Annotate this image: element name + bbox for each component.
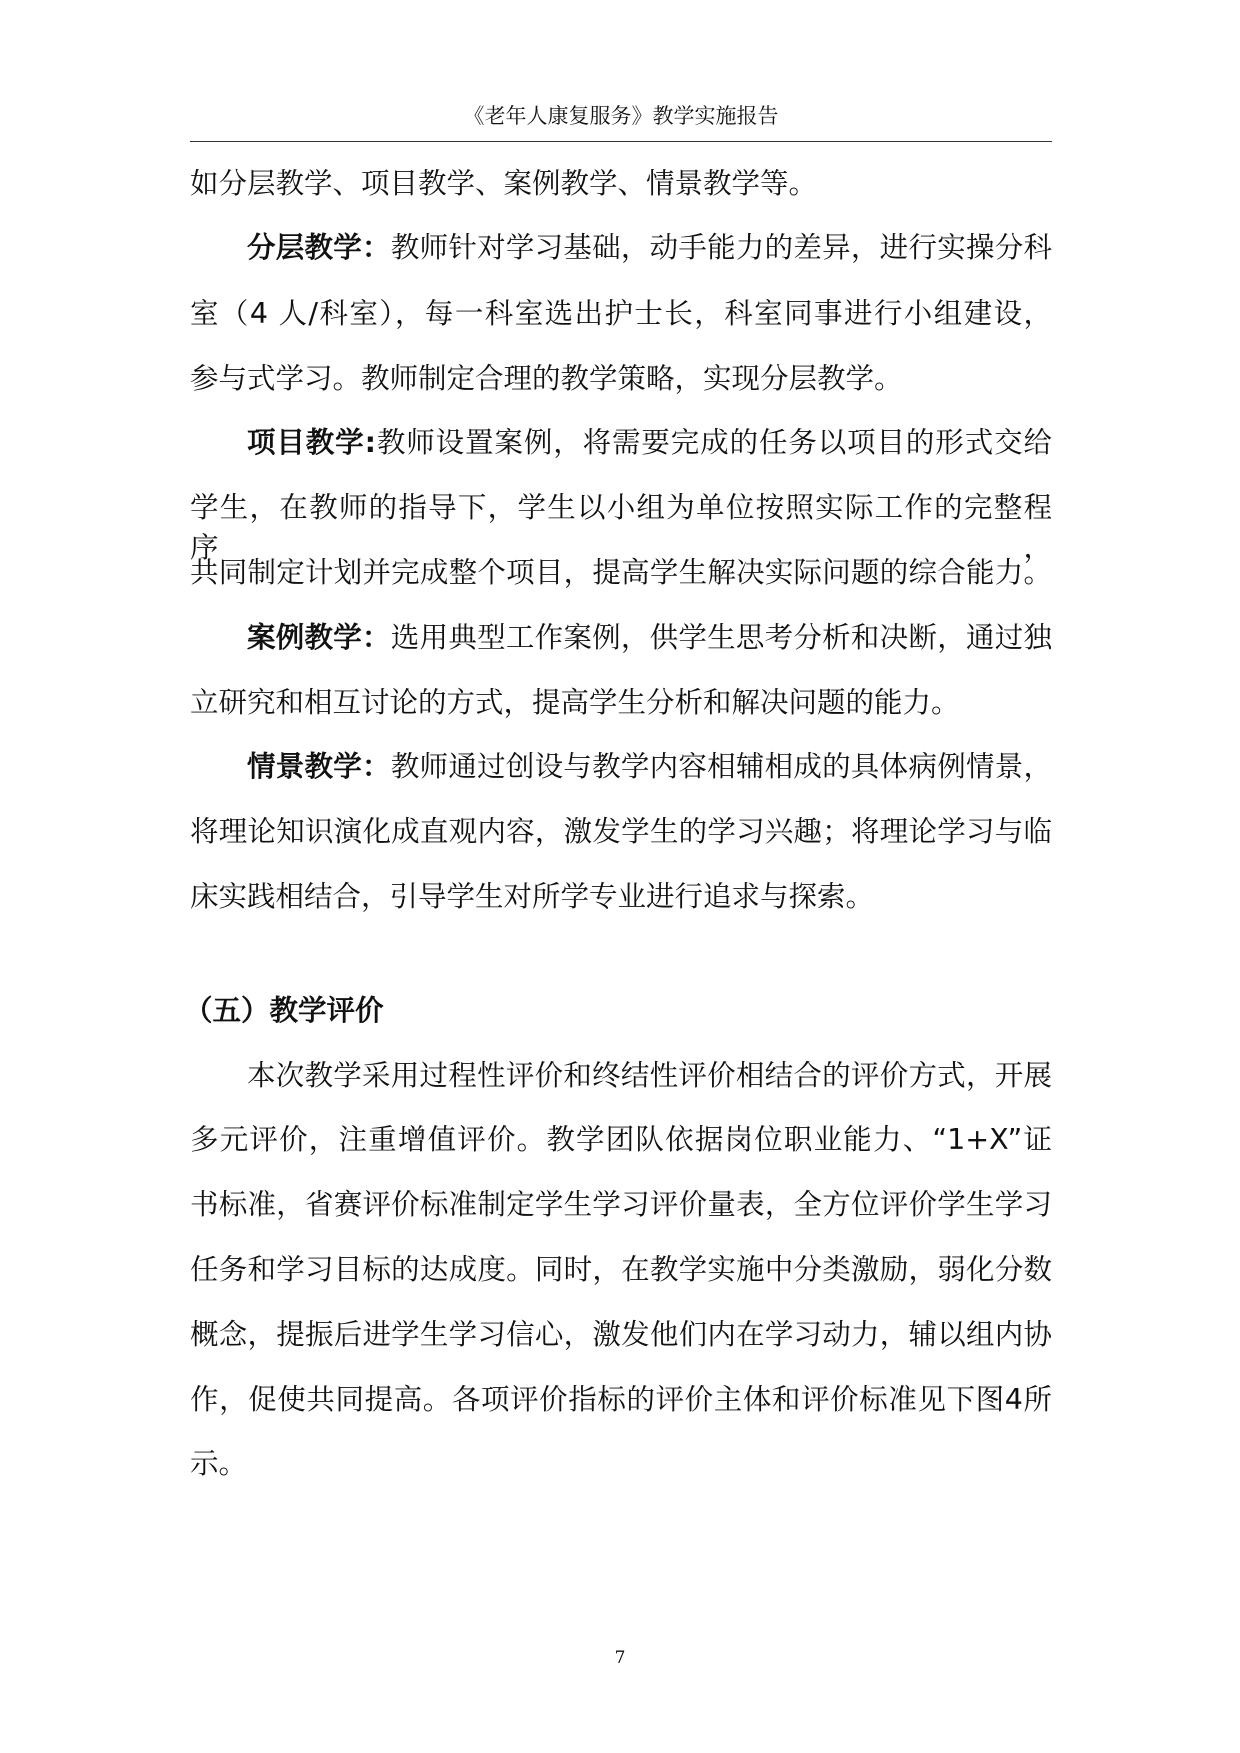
paragraph-project-teaching <box>247 423 1052 463</box>
text: 教师针对学习基础，动手能力的差异，进行实操分科 <box>390 231 1052 264</box>
paragraph-case-teaching <box>247 618 1052 658</box>
page-number: 7 <box>614 1648 626 1668</box>
run-in-heading: 情景教学： <box>247 750 391 783</box>
text-line: 概念，提振后进学生学习信心，激发他们内在学习动力，辅以组内协 <box>190 1318 1052 1351</box>
header-rule <box>190 141 1052 142</box>
paragraph-layered-teaching <box>247 228 1052 268</box>
text-line: 本次教学采用过程性评价和终结性评价相结合的评价方式，开展 <box>247 1059 1052 1092</box>
paragraph-scenario-teaching <box>247 747 1052 787</box>
text-line: 示。 <box>190 1447 248 1480</box>
text-line: 床实践相结合，引导学生对所学专业进行追求与探索。 <box>190 880 875 913</box>
text-line: 共同制定计划并完成整个项目，提高学生解决实际问题的综合能力。 <box>190 556 1052 589</box>
text-line: 参与式学习。教师制定合理的教学策略，实现分层教学。 <box>190 362 903 395</box>
text: 教师通过创设与教学内容相辅相成的具体病例情景， <box>390 750 1052 783</box>
text: 教师设置案例，将需要完成的任务以项目的形式交给 <box>375 426 1052 459</box>
text-line: 立研究和相互讨论的方式，提高学生分析和解决问题的能力。 <box>190 686 960 719</box>
text-line: 作，促使共同提高。各项评价指标的评价主体和评价标准见下图4所 <box>190 1383 1052 1416</box>
text-line: 室（4 人/科室），每一科室选出护士长，科室同事进行小组建设， <box>190 297 1052 330</box>
section-heading: （五）教学评价 <box>184 994 384 1027</box>
text-line: 将理论知识演化成直观内容，激发学生的学习兴趣；将理论学习与临 <box>190 815 1052 848</box>
text-line: 多元评价，注重增值评价。教学团队依据岗位职业能力、“1+X”证 <box>190 1123 1052 1156</box>
text-line: 任务和学习目标的达成度。同时，在教学实施中分类激励，弱化分数 <box>190 1253 1052 1286</box>
run-in-heading: 案例教学： <box>247 621 391 654</box>
text-line: 如分层教学、项目教学、案例教学、情景教学等。 <box>190 167 818 200</box>
running-header: 《老年人康复服务》教学实施报告 <box>463 104 779 128</box>
run-in-heading: 项目教学: <box>247 426 376 459</box>
text-line: 学生，在教师的指导下，学生以小组为单位按照实际工作的完整程序， <box>190 491 1052 564</box>
text: 选用典型工作案例，供学生思考分析和决断，通过独 <box>390 621 1052 654</box>
text-line: 书标准，省赛评价标准制定学生学习评价量表，全方位评价学生学习 <box>190 1188 1052 1221</box>
run-in-heading: 分层教学： <box>247 231 391 264</box>
